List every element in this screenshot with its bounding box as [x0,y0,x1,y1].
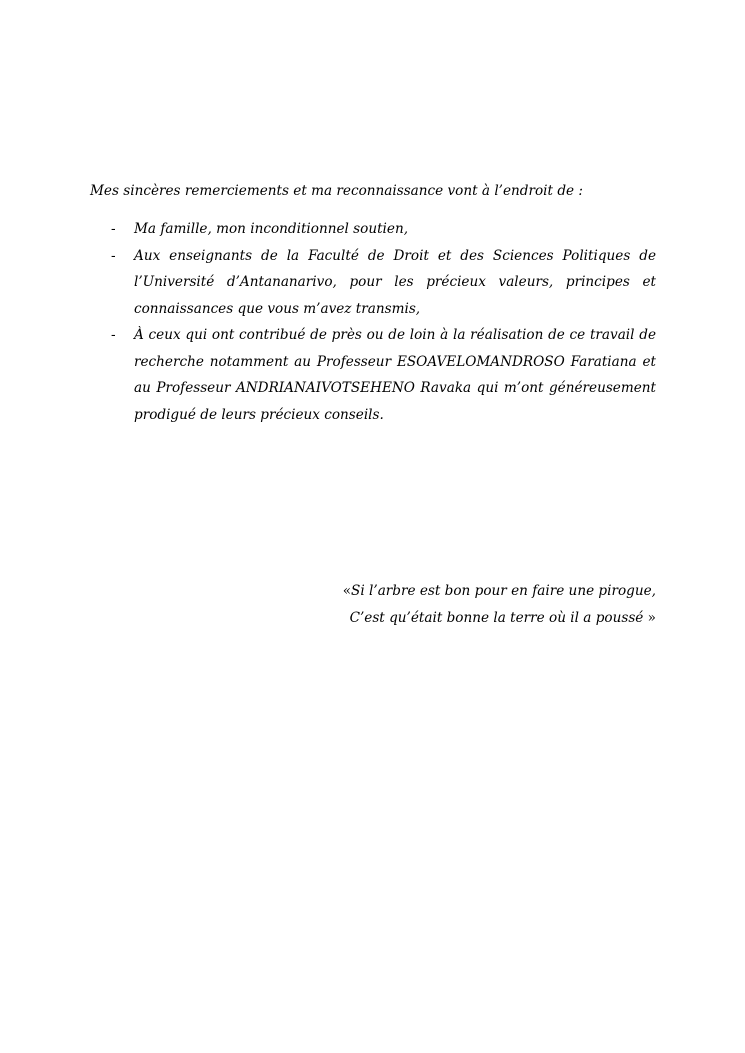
list-item [90,322,656,428]
list-item [90,243,656,323]
list-item-text: Aux enseignants de la Faculté de Droit et des Sciences Politiques de l’Université d’Antananarivo, pour les précieux valeurs, principes et connaissances que vous m’avez transmis, [134,247,656,317]
quote-close-mark: » [643,610,656,626]
bullet-dash: - [111,221,116,237]
bullet-dash: - [111,247,116,264]
acknowledgement-list [90,216,656,428]
list-item [90,216,656,243]
list-item-text: À ceux qui ont contribué de près ou de loin à la réalisation de ce travail de recherche notamment au Professeur ESOAVELOMANDROSO Faratiana et au Professeur ANDRIANAIVOTSEHENO Ravaka qui m’ont généreusement prodigué de leurs précieux conseils. [134,327,656,423]
quote-open-mark: « [342,583,352,599]
quote-text-line-2: C’est qu’était bonne la terre où il a poussé [349,610,644,626]
acknowledgement-intro: Mes sincères remerciements et ma reconnaissance vont à l’endroit de : [90,183,583,199]
bullet-dash: - [111,327,116,343]
quote-line-2 [296,605,656,632]
quote-line-1 [296,578,656,605]
quote-text-line-1: Si l’arbre est bon pour en faire une pirogue, [351,583,656,599]
epigraph-quote [296,578,656,632]
list-item-text: Ma famille, mon inconditionnel soutien, [134,221,409,237]
